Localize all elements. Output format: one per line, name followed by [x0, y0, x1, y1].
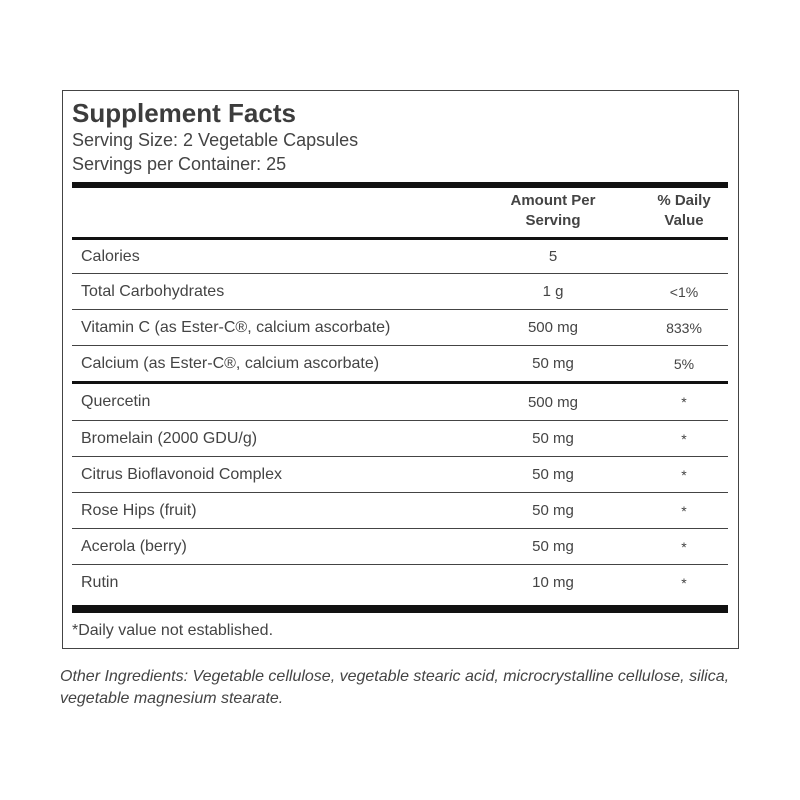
daily-value-footnote: *Daily value not established.	[72, 622, 274, 639]
panel-title: Supplement Facts	[72, 98, 296, 128]
nutrient-amount: 5	[548, 248, 558, 265]
nutrient-amount: 50 mg	[532, 355, 574, 372]
nutrient-name: Quercetin	[81, 393, 151, 410]
nutrient-name: Calories	[81, 247, 140, 265]
nutrient-row-calories	[72, 237, 728, 273]
nutrient-daily-value: 833%	[666, 319, 702, 336]
nutrient-amount: 50 mg	[532, 538, 574, 555]
nutrient-table	[72, 237, 728, 600]
supplement-facts-panel	[62, 90, 739, 649]
nutrient-amount: 500 mg	[527, 393, 579, 411]
nutrient-name: Total Carbohydrates	[81, 282, 225, 300]
nutrient-amount: 10 mg	[532, 574, 574, 591]
amount-per-serving-header	[491, 191, 615, 231]
nutrient-row-quercetin	[72, 381, 728, 420]
nutrient-name: Rutin	[81, 573, 119, 591]
nutrient-name: Calcium (as Ester-C®, calcium ascorbate)	[81, 354, 380, 372]
nutrient-daily-value: *	[681, 466, 687, 483]
nutrient-amount: 1 g	[542, 283, 564, 300]
nutrient-name: Citrus Bioflavonoid Complex	[81, 465, 282, 483]
nutrient-daily-value: *	[681, 574, 687, 591]
nutrient-amount: 500 mg	[527, 319, 579, 336]
nutrient-name: Rose Hips (fruit)	[81, 501, 197, 519]
nutrient-name: Vitamin C (as Ester-C®, calcium ascorbate)	[81, 318, 391, 336]
nutrient-amount: 50 mg	[532, 430, 574, 447]
amount-header-line1: Amount Per	[510, 192, 596, 209]
nutrient-row-vitamin-c	[72, 309, 728, 345]
nutrient-daily-value	[626, 240, 742, 273]
header-divider	[72, 182, 728, 188]
daily-value-header	[626, 191, 742, 231]
nutrient-amount: 50 mg	[532, 502, 574, 519]
nutrient-daily-value: *	[681, 394, 687, 410]
nutrient-row-rutin	[72, 564, 728, 600]
other-ingredients: Other Ingredients: Vegetable cellulose, vegetable stearic acid, microcrystalline cellulose, silica, vegetable magnesium stearate.	[60, 668, 730, 707]
serving-size: Serving Size: 2 Vegetable Capsules	[72, 130, 359, 150]
nutrient-row-rose-hips	[72, 492, 728, 528]
amount-header-line2: Serving	[525, 212, 581, 229]
footer-divider	[72, 605, 728, 613]
nutrient-daily-value: *	[681, 538, 687, 555]
nutrient-row-citrus-bioflavonoid	[72, 456, 728, 492]
nutrient-row-calcium	[72, 345, 728, 381]
nutrient-name: Bromelain (2000 GDU/g)	[81, 429, 258, 447]
nutrient-daily-value: 5%	[673, 355, 695, 372]
nutrient-row-bromelain	[72, 420, 728, 456]
servings-per-container: Servings per Container: 25	[72, 154, 287, 174]
nutrient-daily-value: <1%	[669, 283, 699, 300]
nutrient-row-acerola	[72, 528, 728, 564]
nutrient-row-total-carbohydrates	[72, 273, 728, 309]
nutrient-daily-value: *	[681, 502, 687, 519]
nutrient-amount: 50 mg	[532, 466, 574, 483]
nutrient-daily-value: *	[681, 430, 687, 447]
daily-value-header-line1: % Daily	[657, 192, 711, 209]
daily-value-header-line2: Value	[664, 212, 704, 229]
nutrient-name: Acerola (berry)	[81, 537, 187, 555]
